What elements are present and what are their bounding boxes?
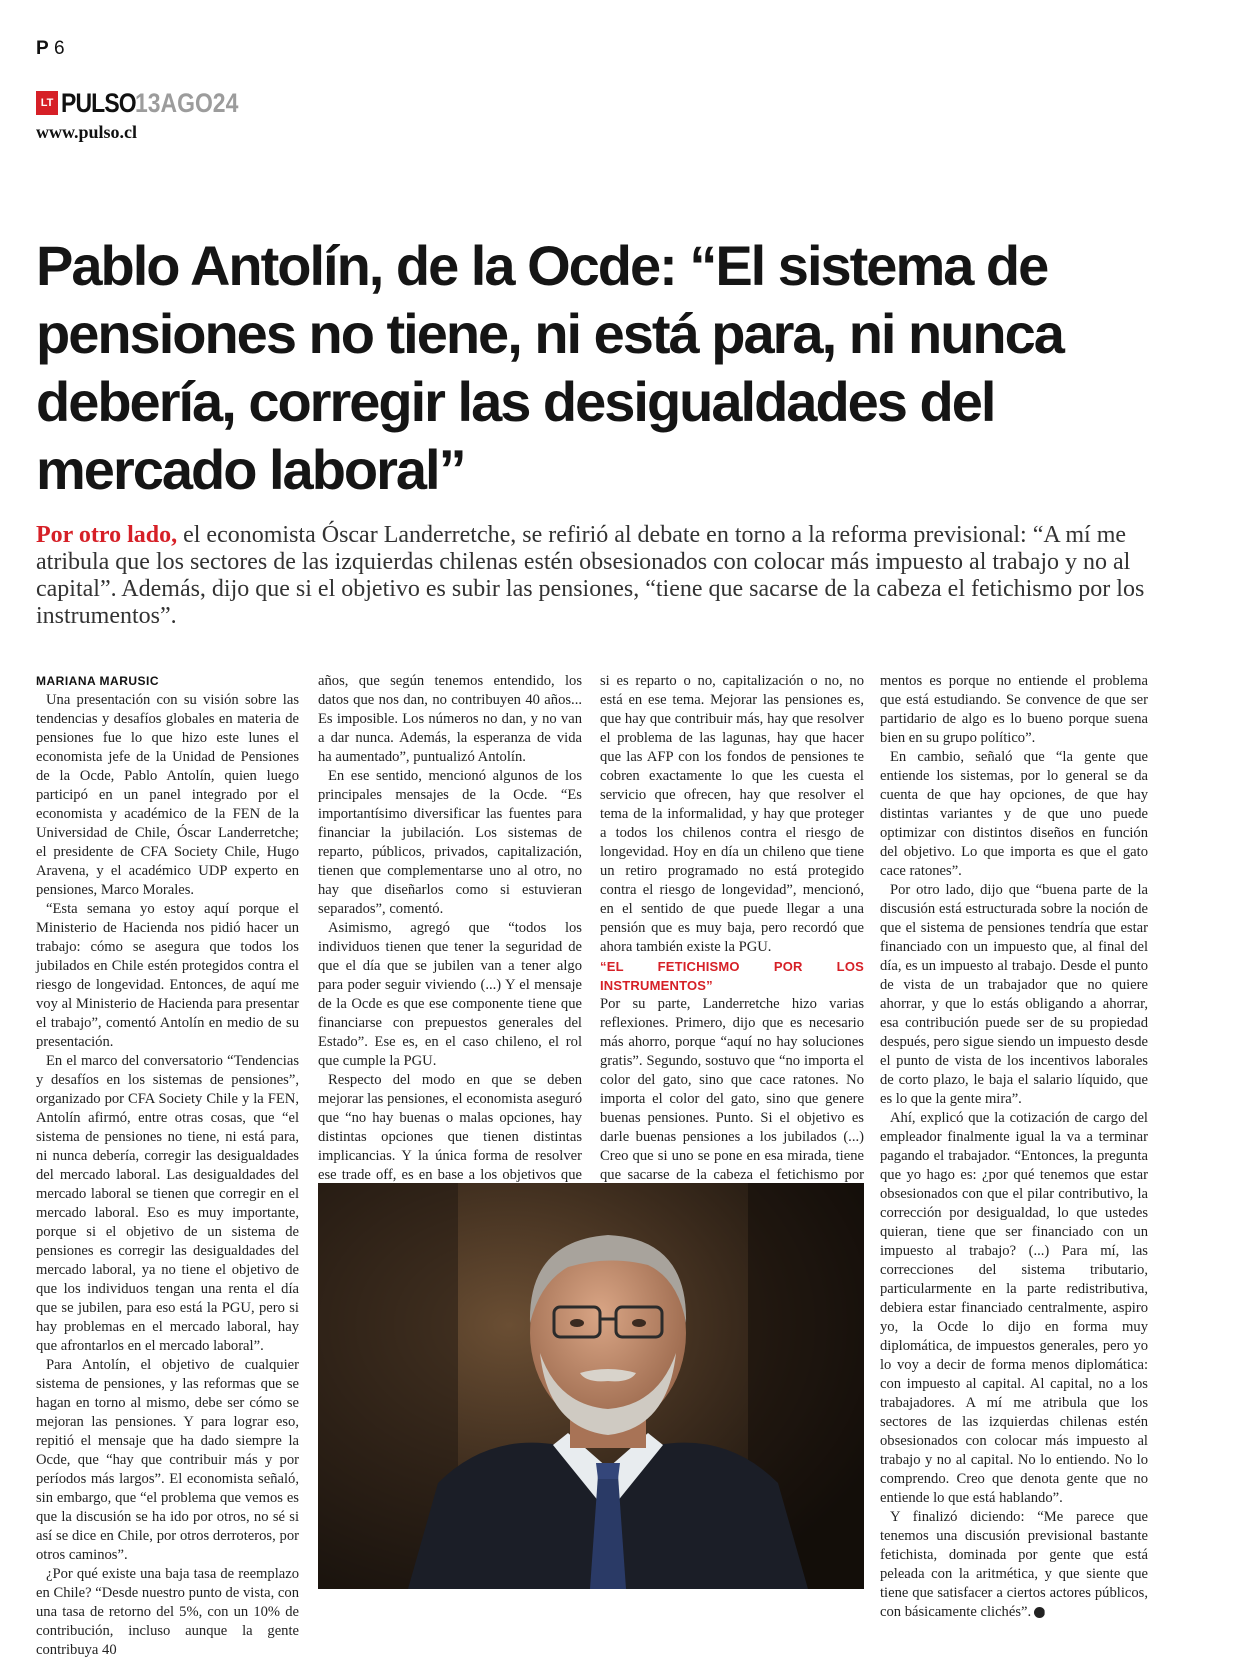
portrait-photo — [318, 1183, 864, 1589]
la-tercera-logo: LT — [36, 91, 58, 115]
paragraph: Una presentación con su visión sobre las tendencias y desafíos globales en materia de pensiones fue lo que hizo este lunes el economista jefe de la Unidad de Pensiones de la Ocde, Pablo Antolín, quien luego participó en un panel integrado por el economista y académico de la FEN de la Universidad de Chile, Óscar Landerretche; el presidente de CFA Society Chile, Hugo Aravena, y el académico UDP experto en pensiones, Marco Morales. — [36, 692, 299, 898]
paragraph: mentos es porque no entiende el problema que está estudiando. Se convence de que ser partidario de algo es lo bueno porque suena bien en su grupo político”. — [880, 673, 1148, 746]
paragraph: “Esta semana yo estoy aquí porque el Ministerio de Hacienda nos pidió hacer un trabajo: cómo se asegura que todos los jubilados en Chile estén protegidos contra el riesgo de longevidad. Entonces, de aquí me voy al Ministerio de Hacienda para presentar el trabajo”, comentó Antolín en medio de su presentación. — [36, 901, 299, 1050]
site-url[interactable]: www.pulso.cl — [36, 122, 138, 142]
issue-date: 13AGO24 — [135, 87, 239, 118]
article-column-4 — [880, 672, 1148, 1622]
paragraph: Respecto del modo en que se deben mejorar las pensiones, el economista aseguró que “no hay buenas o malas opciones, hay distintas opciones que tienen distintas implicancias. Y la única forma de resolver ese trade off, es en base a los objetivos que — [318, 1072, 582, 1183]
article-headline: Pablo Antolín, de la Ocde: “El sistema de pensiones no tiene, ni está para, ni nunca debería, corregir las desigualdades del mercado laboral” — [36, 234, 1063, 501]
paragraph: Asimismo, agregó que “todos los individuos tienen que tener la seguridad de que el día que se jubilen van a tener algo para poder seguir viviendo (...) Y el mensaje de la Ocde es que ese componente tiene que financiarse con prepuestos generales del Estado”. Ese es, en el caso chileno, el rol que cumple la PGU. — [318, 920, 582, 1069]
paragraph: Para Antolín, el objetivo de cualquier sistema de pensiones, y las reformas que se hagan en torno al mismo, debe ser cómo se mejoran las pensiones. Y para lograr eso, repitió el mensaje que ha dado siempre la Ocde, que “hay que contribuir más y por períodos más largos”. El economista señaló, sin embargo, que “el problema que vemos es que la discusión se ha ido por otros, no sé si así se dice en Chile, por otros derroteros, por otros caminos”. — [36, 1357, 299, 1563]
brand-name: PULSO — [61, 87, 136, 118]
paragraph: En ese sentido, mencionó algunos de los principales mensajes de la Ocde. “Es importantísimo diversificar las fuentes para financiar la jubilación. Los sistemas de reparto, públicos, privados, capitalización, tienen que complementarse uno al otro, no hay que diseñarlos como si estuvieran separados”, comentó. — [318, 768, 582, 917]
lead-kicker: Por otro lado, — [36, 522, 178, 548]
article-lead — [36, 522, 1166, 630]
page-number: P 6 — [36, 38, 65, 59]
end-of-article-icon: P — [1034, 1607, 1045, 1618]
portrait-illustration — [318, 1183, 864, 1589]
byline: MARIANA MARUSIC — [36, 674, 160, 688]
paragraph: En cambio, señaló que “la gente que entiende los sistemas, por lo general se da cuenta de que hay opciones, de que hay distintas variantes y de que uno puede optimizar con distintos diseños en función del objetivo. Lo que importa es que el gato cace ratones”. — [880, 749, 1148, 879]
paragraph: si es reparto o no, capitalización o no, no está en ese tema. Mejorar las pensiones es, que hay que contribuir más, hay que resolver el problema de las lagunas, hay que hacer que las AFP con los fondos de pensiones te cobren exactamente lo que les cuesta el servicio que ofrecen, hay que resolver el tema de la informalidad, y hay que proteger a todos los chilenos contra el riesgo de longevidad. Hoy en día un chileno que tiene un retiro programado no está protegido contra el riesgo de longevidad”, mencionó, en el sentido de que puede llegar a una pensión que es muy baja, pero recordó que ahora también existe la PGU. — [600, 673, 864, 955]
paragraph: años, que según tenemos entendido, los datos que nos dan, no contribuyen 40 años... Es imposible. Los números no dan, y no van a dar nunca. Además, la esperanza de vida ha aumentado”, puntualizó Antolín. — [318, 673, 582, 765]
article-column-3 — [600, 672, 864, 1223]
masthead — [36, 88, 257, 118]
paragraph: Por otro lado, dijo que “buena parte de la discusión está estructurada sobre la noción de que el sistema de pensiones tendría que estar financiado con un impuesto que, al final del día, es un impuesto al trabajo. Desde el punto de vista de un trabajador que no quiere ahorrar, y que lo estás obligando a ahorrar, esa contribución puede ser de su propiedad después, pero sigue siendo un impuesto desde el punto de vista de los incentivos laborales de corto plazo, le baja el salario líquido, que es lo que la gente mira”. — [880, 882, 1148, 1107]
section-subhead: “EL FETICHISMO POR LOS INSTRUMENTOS” — [600, 959, 864, 993]
paragraph: Ahí, explicó que la cotización de cargo del empleador finalmente igual la va a terminar pagando el trabajador. “Entonces, la pregunta que yo hago es: ¿por qué tenemos que estar obsesionados con que el pilar contributivo, la corrección por desigualdad, lo que ustedes quieran, tiene que ser financiado con un impuesto al trabajo? (...) Para mí, las correcciones del sistema tributario, particularmente en la parte redistributiva, debiera estar financiado centralmente, aspiro yo, la Ocde lo dijo en forma muy diplomática, de impuestos generales, pero yo lo voy a decir de forma menos diplomática: con impuesto al capital. Al capital, no a los trabajadores. A mí me atribula que los sectores de las izquierdas chilenas estén obsesionados con colocar más impuesto al trabajo y no al capital. No lo entiendo. No lo comprendo. Creo que denota gente que no entiende lo que está hablando”. — [880, 1110, 1148, 1506]
lead-text: el economista Óscar Landerretche, se refirió al debate en torno a la reforma previsional: “A mí me atribula que los sectores de las izquierdas chilenas estén obsesionados con colocar más impuesto al trabajo y no al capital”. Además, dijo que si el objetivo es subir las pensiones, “tiene que sacarse de la cabeza el fetichismo por los instrumentos”. — [36, 522, 1145, 629]
paragraph: En el marco del conversatorio “Tendencias y desafíos en los sistemas de pensiones”, organizado por CFA Society Chile y la FEN, Antolín afirmó, entre otras cosas, que “el sistema de pensiones no tiene, ni está para, ni nunca debería, corregir las desigualdades del mercado laboral. Las desigualdades del mercado laboral se tienen que corregir en el mercado laboral. Eso es muy importante, porque si el objetivo de un sistema de pensiones es corregir las desigualdades del mercado laboral, ya no tiene el objetivo de que los individuos tengan una renta el día que se jubilen, para eso está la PGU, pero si hay problemas en el mercado laboral, hay que afrontarlos en el mercado laboral”. — [36, 1053, 299, 1354]
paragraph: Y finalizó diciendo: “Me parece que tenemos una discusión previsional bastante fetichista, dominada por gente que está peleada con la aritmética, y que siente que tiene que satisfacer a ciertos actores públicos, con básicamente clichés”. P — [880, 1509, 1148, 1620]
paragraph: Por su parte, Landerretche hizo varias reflexiones. Primero, dijo que es necesario más ahorro, porque “aquí no hay soluciones gratis”. Segundo, sostuvo que “no importa el color del gato, sino que cace ratones. No importa el color del gato, sino que genere buenas pensiones. Punto. Si el objetivo es darle buenas pensiones a los jubilados (...) Creo que si uno se pone en esa mirada, tiene que sacarse de la cabeza el fetichismo por — [600, 996, 864, 1183]
article-column-1 — [36, 672, 299, 1660]
paragraph: ¿Por qué existe una baja tasa de reemplazo en Chile? “Desde nuestro punto de vista, con una tasa de retorno del 5%, con un 10% de contribución, incluso aunque la gente contribuya 40 — [36, 1566, 299, 1658]
article-column-2 — [318, 672, 582, 1242]
